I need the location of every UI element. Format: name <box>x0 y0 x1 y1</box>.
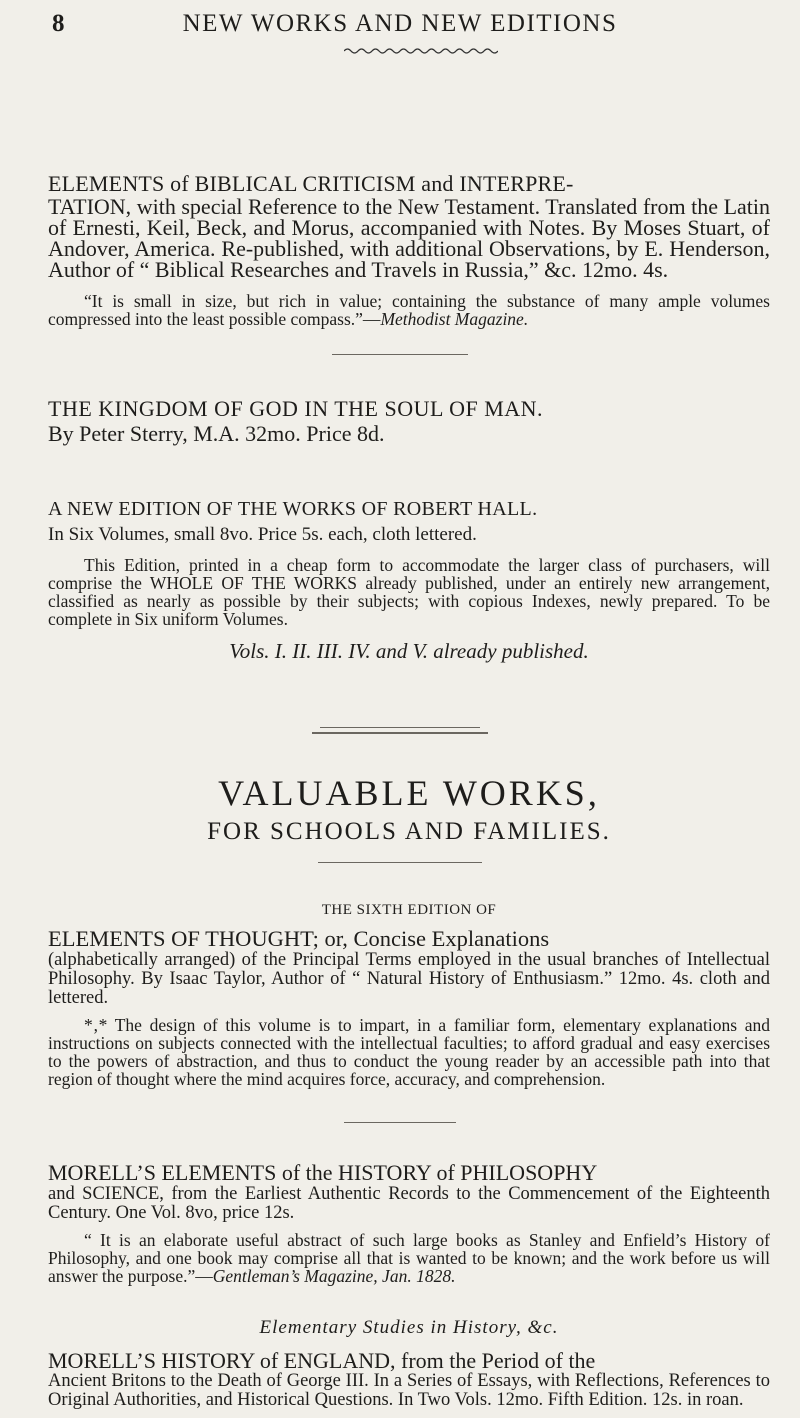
wavy-ornament-divider <box>344 47 498 55</box>
entry-heading: MORELL’S ELEMENTS of the HISTORY of PHILOSOPHY <box>48 1160 598 1185</box>
entry-note: *‚* The design of this volume is to impart, in a familiar form, elementary explanations and instructions on subjects connected with the intellectual faculties; to afford gradual and easy exercises to the powers of abstraction, and thus to conduct the young reader by an accessible path into that region of thought where the mind acquires force, accuracy, and comprehension. <box>48 1015 770 1089</box>
entry-heading: A NEW EDITION OF THE WORKS OF ROBERT HALL. <box>48 498 538 520</box>
divider-rule <box>344 1122 456 1123</box>
entry-status: Vols. I. II. III. IV. and V. already published. <box>229 639 589 663</box>
entry-morell-philosophy <box>48 1162 770 1285</box>
entry-body: and SCIENCE, from the Earliest Authentic Records to the Commencement of the Eighteenth Century. One Vol. 8vo, price 12s. <box>48 1184 770 1223</box>
section-title: VALUABLE WORKS, <box>218 773 600 813</box>
edition-label: THE SIXTH EDITION OF <box>321 902 497 918</box>
entry-note: This Edition, printed in a cheap form to accommodate the larger class of purchasers, will comprise the WHOLE OF THE WORKS already published, under an entirely new arrangement, classified as nearly as possible by their subjects; with copious Indexes, newly prepared. To be complete in Six uniform Volumes. <box>48 555 770 629</box>
entry-morell-england <box>48 1318 770 1410</box>
subheading: Elementary Studies in History, &c. <box>259 1317 559 1338</box>
divider-rule <box>320 727 480 728</box>
entry-robert-hall <box>48 500 770 661</box>
entry-elements-of-thought <box>48 902 770 1088</box>
entry-heading: ELEMENTS OF THOUGHT; or, Concise Explanations <box>48 926 550 951</box>
divider-rule <box>318 862 482 863</box>
entry-body: (alphabetically arranged) of the Principal Terms employed in the usual branches of Intellectual Philosophy. By Isaac Taylor, Author of “ Natural History of Enthusiasm.” 12mo. 4s. cloth and lettered. <box>48 950 770 1008</box>
entry-kingdom-of-god <box>48 398 770 445</box>
entry-quote: “ It is an elaborate useful abstract of such large books as Stanley and Enfield’s History of Philosophy, and one book may comprise all that is wanted to be known; and the work before us will answer the purpose.”—Gentleman’s Magazine, Jan. 1828. <box>48 1230 770 1286</box>
entry-heading: MORELL’S HISTORY of ENGLAND, from the Period of the <box>48 1348 596 1373</box>
entry-biblical-criticism <box>48 173 770 328</box>
entry-quote: “It is small in size, but rich in value; containing the substance of many ample volumes compressed into the least possible compass.”—Methodist Magazine. <box>48 291 770 329</box>
entry-heading: THE KINGDOM OF GOD IN THE SOUL OF MAN. <box>48 396 544 421</box>
entry-body: Ancient Britons to the Death of George III. In a Series of Essays, with Reflections, References to Original Authorities, and Historical Questions. In Two Vols. 12mo. Fifth Edition. 12s. in roan. <box>48 1371 770 1410</box>
entry-body: In Six Volumes, small 8vo. Price 5s. each, cloth lettered. <box>48 524 477 545</box>
entry-heading: ELEMENTS of BIBLICAL CRITICISM and INTERPRE- <box>48 171 574 196</box>
section-heading <box>48 774 770 846</box>
divider-rule <box>332 354 468 355</box>
running-header <box>0 10 800 40</box>
entry-body: By Peter Sterry, M.A. 32mo. Price 8d. <box>48 421 385 446</box>
entry-body: TATION, with special Reference to the New Testament. Translated from the Latin of Ernesti, Keil, Beck, and Morus, accompanied with Notes. By Moses Stuart, of Andover, America. Re-published, with additional Observations, by E. Henderson, Author of “ Biblical Researches and Travels in Russia,” &c. 12mo. 4s. <box>48 194 770 282</box>
running-title: NEW WORKS AND NEW EDITIONS <box>182 10 618 37</box>
page-number: 8 <box>52 10 65 37</box>
section-subtitle: FOR SCHOOLS AND FAMILIES. <box>207 818 611 845</box>
divider-rule-thick <box>312 732 488 734</box>
